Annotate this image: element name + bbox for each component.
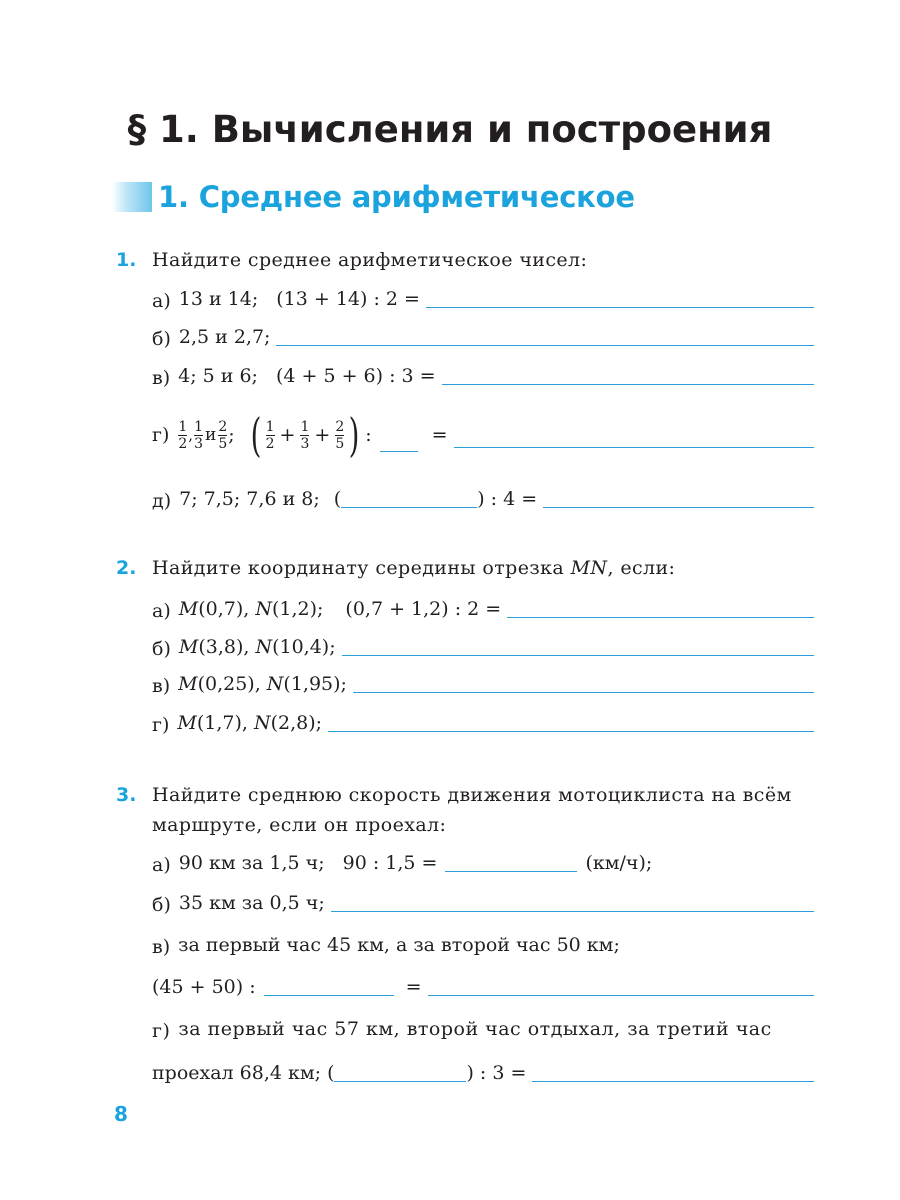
item-text: M(0,25), N(1,95); <box>178 673 347 695</box>
fraction: $\frac{1}{2}$ <box>265 418 275 452</box>
fraction: $\frac{2}{5}$ <box>335 418 345 452</box>
answer-field[interactable] <box>342 635 814 656</box>
item-text: за первый час 57 км, второй час отдыхал, за третий час <box>178 1018 772 1040</box>
item-text: 90 км за 1,5 ч; <box>178 852 325 874</box>
task-3-item-v: в) за первый час 45 км, а за второй час 50 км; <box>152 934 620 958</box>
task-3-item-a: а) 90 км за 1,5 ч; 90 : 1,5 = (км/ч); <box>152 852 653 876</box>
answer-field[interactable] <box>276 325 814 346</box>
task-1-item-g: г) $\frac{1}{2}$ , $\frac{1}{3}$ и $\frac{2}{5}$ ; ( $\frac{1}{2}$ + $\frac{1}{3}$ + $\frac{2}{5}$ ) : = <box>152 412 814 458</box>
answer-field[interactable] <box>380 431 418 452</box>
item-label: а) <box>152 290 171 312</box>
answer-field[interactable] <box>264 975 394 996</box>
task-1-item-v <box>152 359 814 389</box>
section-title: § 1. Вычисления и построения <box>127 108 773 151</box>
answer-field[interactable] <box>426 287 814 308</box>
task-3-number: 3. <box>116 784 137 806</box>
item-text: M(3,8), N(10,4); <box>178 636 336 658</box>
answer-field[interactable] <box>328 711 814 732</box>
task-2-item-v: в) M(0,25), N(1,95); <box>152 667 814 697</box>
item-text: 35 км за 0,5 ч; <box>178 892 325 914</box>
task-2-item-b: б) M(3,8), N(10,4); <box>152 630 814 660</box>
task-3-item-v-expression: (45 + 50) : = <box>152 970 814 1000</box>
item-text: 13 и 14; <box>178 288 259 310</box>
fraction: $\frac{1}{2}$ <box>178 418 188 452</box>
item-text: 2,5 и 2,7; <box>178 326 271 348</box>
unit-label: (км/ч); <box>585 852 653 874</box>
task-2-text: Найдите координату середины отрезка MN, если: <box>152 557 676 579</box>
task-3-text: Найдите среднюю скорость движения мотоциклиста на всём маршруте, если он проехал: <box>152 784 792 836</box>
item-text: проехал 68,4 км; <box>152 1062 322 1084</box>
answer-field[interactable] <box>532 1061 814 1082</box>
subsection-header <box>112 176 635 218</box>
item-label: в) <box>152 367 171 389</box>
subsection-marker <box>112 182 152 212</box>
task-1-item-d: д) 7; 7,5; 7,6 и 8; ( ) : 4 = <box>152 482 814 512</box>
fraction: $\frac{1}{3}$ <box>194 418 203 452</box>
item-text: M(1,7), N(2,8); <box>177 712 323 734</box>
answer-field[interactable] <box>334 1061 466 1082</box>
page-number: 8 <box>114 1102 128 1126</box>
answer-field[interactable] <box>507 597 814 618</box>
answer-field[interactable] <box>454 427 814 448</box>
answer-field[interactable] <box>442 364 814 385</box>
task-1-item-b <box>152 320 814 350</box>
subsection-title: 1. Среднее арифметическое <box>158 180 635 214</box>
item-label: г) <box>152 424 170 446</box>
answer-field[interactable] <box>428 975 814 996</box>
item-expression: (13 + 14) : 2 = <box>276 288 420 310</box>
task-1-text: Найдите среднее арифметическое чисел: <box>152 249 588 271</box>
task-1-number: 1. <box>116 249 137 271</box>
item-label: д) <box>152 490 172 512</box>
answer-field[interactable] <box>445 851 577 872</box>
task-1-item-a <box>152 282 814 312</box>
task-3-item-g: г) за первый час 57 км, второй час отдыхал, за третий час <box>152 1018 772 1042</box>
item-expression: (4 + 5 + 6) : 3 = <box>275 365 436 387</box>
fraction: $\frac{1}{3}$ <box>300 418 310 452</box>
item-label: б) <box>152 328 171 350</box>
item-expression: (45 + 50) : <box>152 976 256 998</box>
task-3-item-g-expression: проехал 68,4 км; ( ) : 3 = <box>152 1056 814 1086</box>
task-2-item-g: г) M(1,7), N(2,8); <box>152 706 814 736</box>
item-text: 7; 7,5; 7,6 и 8; <box>179 488 320 510</box>
item-text: за первый час 45 км, а за второй час 50 км; <box>178 934 620 956</box>
item-expression: 90 : 1,5 = <box>342 852 438 874</box>
answer-field[interactable] <box>341 487 477 508</box>
task-3-item-b: б) 35 км за 0,5 ч; <box>152 886 814 916</box>
task-2-item-a: а) M(0,7), N(1,2); (0,7 + 1,2) : 2 = <box>152 592 814 622</box>
item-expression: (0,7 + 1,2) : 2 = <box>345 598 502 620</box>
item-text: M(0,7), N(1,2); <box>178 598 324 620</box>
answer-field[interactable] <box>353 672 814 693</box>
answer-field[interactable] <box>543 487 814 508</box>
task-2-number: 2. <box>116 557 137 579</box>
answer-field[interactable] <box>331 891 814 912</box>
fraction: $\frac{2}{5}$ <box>218 418 228 452</box>
item-text: 4; 5 и 6; <box>178 365 258 387</box>
